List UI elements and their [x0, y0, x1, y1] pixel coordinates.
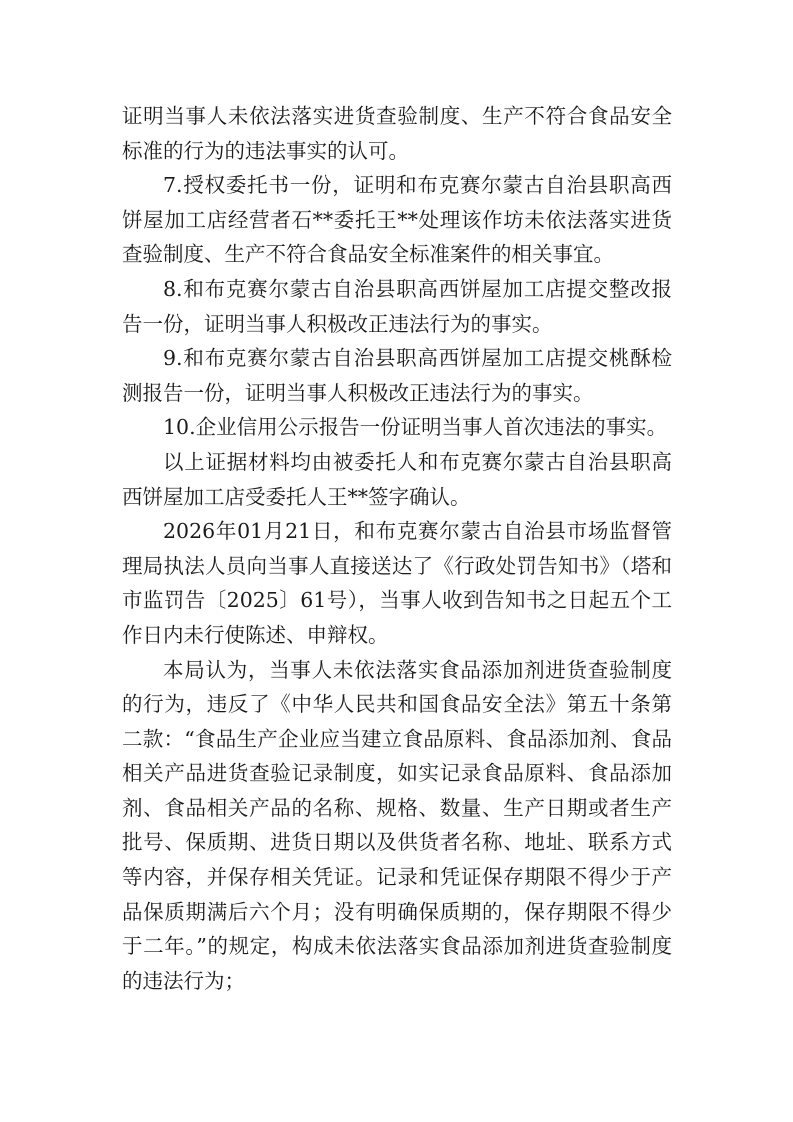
- paragraph-evidence-confirmation: 以上证据材料均由被委托人和布克赛尔蒙古自治县职高西饼屋加工店受委托人王**签字确认。: [122, 449, 672, 509]
- paragraph-notice-delivery: 2026年01月21日，和布克赛尔蒙古自治县市场监督管理局执法人员向当事人直接送达了《行政处罚告知书》（塔和市监罚告〔2025〕61号），当事人收到告知书之日起五个工作日内未行使陈述、申辩权。: [122, 519, 672, 647]
- paragraph-evidence-10: 10.企业信用公示报告一份证明当事人首次违法的事实。: [163, 415, 668, 440]
- paragraph-evidence-7: 7.授权委托书一份，证明和布克赛尔蒙古自治县职高西饼屋加工店经营者石**委托王**处理该作坊未依法落实进货查验制度、生产不符合食品安全标准案件的相关事宜。: [122, 173, 672, 267]
- paragraph-bureau-finding: 本局认为，当事人未依法落实食品添加剂进货查验制度的行为，违反了《中华人民共和国食品安全法》第五十条第二款：“食品生产企业应当建立食品原料、食品添加剂、食品相关产品进货查验记录制度，如实记录食品原料、食品添加剂、食品相关产品的名称、规格、数量、生产日期或者生产批号、保质期、进货日期以及供货者名称、地址、联系方式等内容，并保存相关凭证。记录和凭证保存期限不得少于产品保质期满后六个月；没有明确保质期的，保存期限不得少于二年。”的规定，构成未依法落实食品添加剂进货查验制度的违法行为；: [122, 657, 672, 993]
- paragraph-continuation: 证明当事人未依法落实进货查验制度、生产不符合食品安全标准的行为的违法事实的认可。: [122, 104, 672, 163]
- document-body: [122, 99, 672, 998]
- paragraph-evidence-8: 8.和布克赛尔蒙古自治县职高西饼屋加工店提交整改报告一份，证明当事人积极改正违法行为的事实。: [122, 276, 672, 336]
- paragraph-evidence-9: 9.和布克赛尔蒙古自治县职高西饼屋加工店提交桃酥检测报告一份，证明当事人积极改正违法行为的事实。: [122, 346, 672, 405]
